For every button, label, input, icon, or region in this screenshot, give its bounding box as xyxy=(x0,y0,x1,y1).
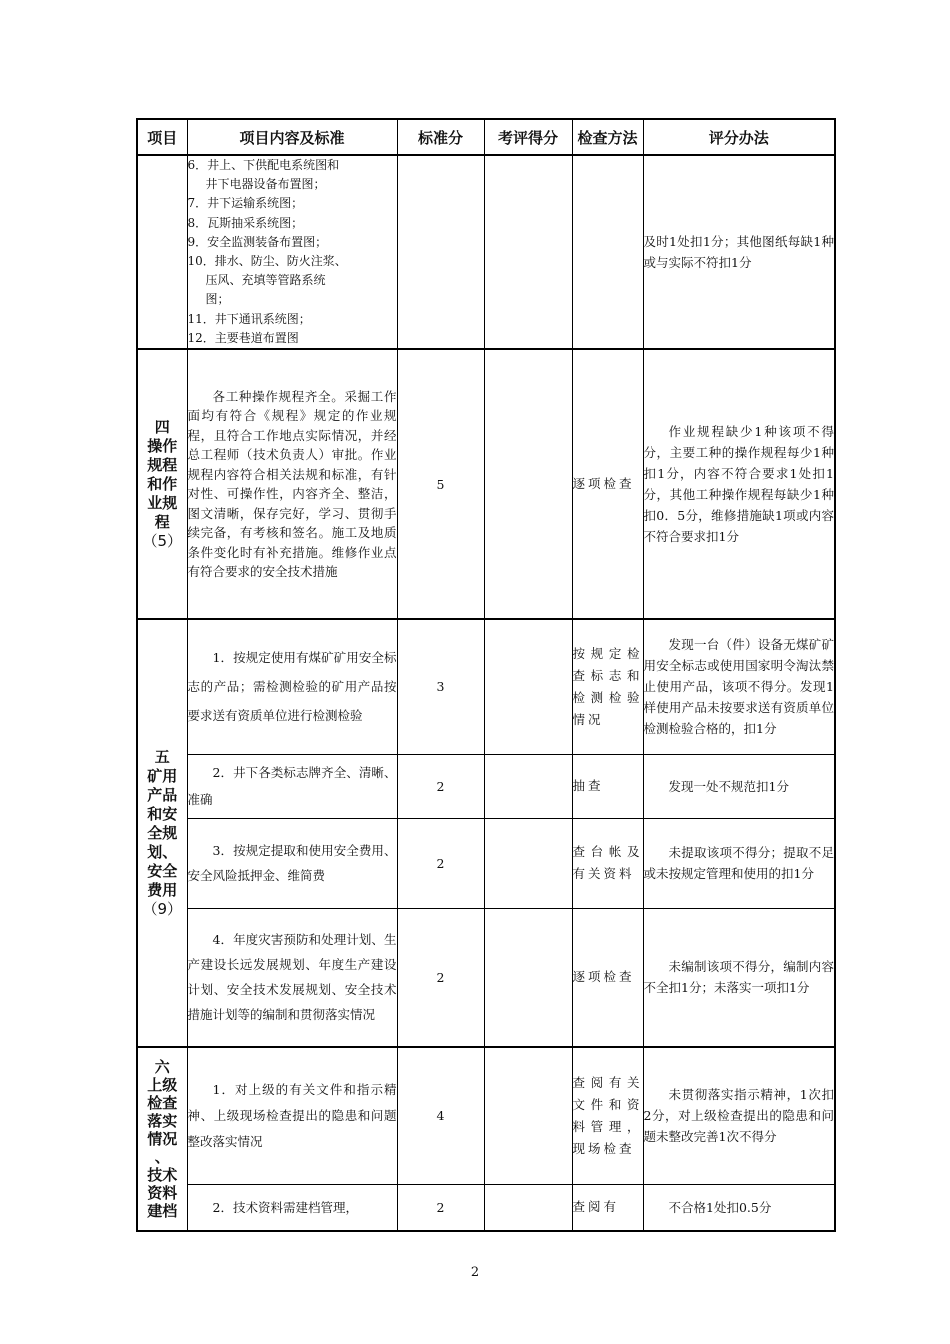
rule-cell: 及时1处扣1分；其他图纸每缺1种或与实际不符扣1分 xyxy=(643,155,835,349)
eval-cell xyxy=(484,818,572,908)
item-cell-empty xyxy=(137,155,187,349)
header-std-score: 标准分 xyxy=(397,119,484,155)
header-content: 项目内容及标准 xyxy=(187,119,397,155)
std-cell: 2 xyxy=(397,818,484,908)
content-cell: 各工种操作规程齐全。采掘工作面均有符合《规程》规定的作业规程，且符合工作地点实际情况，并经总工程师（技术负责人）审批。作业规程内容符合相关法规和标准，有针对性、可操作性，内容齐全、整洁，图文清晰，保存完好，学习、贯彻手续完备，有考核和签名。施工及地质条件变化时有补充措施。维修作业点有符合要求的安全技术措施 xyxy=(187,349,397,619)
eval-cell xyxy=(484,754,572,818)
eval-cell xyxy=(484,1184,572,1231)
eval-cell xyxy=(484,908,572,1047)
table-row xyxy=(137,754,835,818)
std-cell: 2 xyxy=(397,754,484,818)
header-item: 项目 xyxy=(137,119,187,155)
rule-cell: 未贯彻落实指示精神，1次扣2分，对上级检查提出的隐患和问题未整改完善1次不得分 xyxy=(643,1047,835,1184)
std-cell: 4 xyxy=(397,1047,484,1184)
std-cell: 2 xyxy=(397,1184,484,1231)
std-cell: 2 xyxy=(397,908,484,1047)
list-item: 压风、充填等管路系统 xyxy=(205,273,326,288)
content-cell: 1．对上级的有关文件和指示精神、上级现场检查提出的隐患和问题整改落实情况 xyxy=(187,1047,397,1184)
table-row xyxy=(137,1184,835,1231)
table-row xyxy=(137,349,835,619)
list-item: 8．瓦斯抽采系统图； xyxy=(187,215,304,230)
item-score: （5） xyxy=(142,531,183,550)
method-cell: 逐项检查 xyxy=(572,349,643,619)
eval-cell xyxy=(484,619,572,754)
rule-cell: 发现一处不规范扣1分 xyxy=(643,754,835,818)
rule-cell: 不合格1处扣0.5分 xyxy=(643,1184,835,1231)
table-row xyxy=(137,155,835,349)
std-cell xyxy=(397,155,484,349)
list-item: 9．安全监测装备布置图； xyxy=(187,234,328,249)
table-row xyxy=(137,619,835,754)
list-item: 10．排水、防尘、防火注浆、 xyxy=(187,254,347,269)
content-cell: 2．技术资料需建档管理， xyxy=(187,1184,397,1231)
table-row xyxy=(137,908,835,1047)
method-cell: 逐项检查 xyxy=(572,908,643,1047)
rule-cell: 发现一台（件）设备无煤矿矿用安全标志或使用国家明令淘汰禁止使用产品，该项不得分。发现1样使用产品未按要求送有资质单位检测检验合格的，扣1分 xyxy=(643,619,835,754)
list-item: 图； xyxy=(205,292,230,307)
content-cell xyxy=(187,155,397,349)
content-cell: 1．按规定使用有煤矿矿用安全标志的产品；需检测检验的矿用产品按要求送有资质单位进行检测检验 xyxy=(187,619,397,754)
rule-cell: 作业规程缺少1种该项不得分，主要工种的操作规程每少1种扣1分，内容不符合要求1处扣1分，其他工种操作规程每缺少1种扣0．5分，维修措施缺1项或内容不符合要求扣1分 xyxy=(643,349,835,619)
header-method: 检查方法 xyxy=(572,119,643,155)
list-item: 7．井下运输系统图； xyxy=(187,196,304,211)
list-item: 12．主要巷道布置图 xyxy=(187,330,299,345)
eval-cell xyxy=(484,349,572,619)
header-eval-score: 考评得分 xyxy=(484,119,572,155)
table-row xyxy=(137,1047,835,1184)
method-cell: 查阅有 xyxy=(572,1184,643,1231)
item-score: （9） xyxy=(142,899,183,918)
method-cell xyxy=(572,155,643,349)
page-number: 2 xyxy=(470,1265,480,1280)
table-row xyxy=(137,818,835,908)
list-item: 11．井下通讯系统图； xyxy=(187,311,311,326)
method-cell: 按规定检查标志和检测检验情况 xyxy=(572,619,643,754)
item-cell xyxy=(137,349,187,619)
item-title: 四 操作 规程 和作 业规 程 xyxy=(147,417,178,531)
std-cell: 5 xyxy=(397,349,484,619)
content-cell: 2．井下各类标志牌齐全、清晰、准确 xyxy=(187,754,397,818)
header-rule: 评分办法 xyxy=(643,119,835,155)
eval-cell xyxy=(484,155,572,349)
item-cell: 六 上级 检查 落实 情况 、 技术 资料 建档 xyxy=(137,1047,187,1231)
method-cell: 查阅有关文件和资料管理，现场检查 xyxy=(572,1047,643,1184)
content-cell: 4．年度灾害预防和处理计划、生产建设长远发展规划、年度生产建设计划、安全技术发展规划、安全技术措施计划等的编制和贯彻落实情况 xyxy=(187,908,397,1047)
content-cell: 3．按规定提取和使用安全费用、安全风险抵押金、维简费 xyxy=(187,818,397,908)
item-title: 五 矿用 产品 和安 全规 划、 安全 费用 xyxy=(147,747,178,899)
eval-cell xyxy=(484,1047,572,1184)
std-cell: 3 xyxy=(397,619,484,754)
assessment-table xyxy=(136,118,836,1232)
list-item: 井下电器设备布置图； xyxy=(205,177,326,192)
rule-cell: 未编制该项不得分，编制内容不全扣1分；未落实一项扣1分 xyxy=(643,908,835,1047)
list-item: 6．井上、下供配电系统图和 xyxy=(187,158,340,172)
item-cell xyxy=(137,619,187,1047)
rule-cell: 未提取该项不得分；提取不足或未按规定管理和使用的扣1分 xyxy=(643,818,835,908)
header-row xyxy=(137,119,835,155)
method-cell: 抽查 xyxy=(572,754,643,818)
method-cell: 查台帐及有关资料 xyxy=(572,818,643,908)
